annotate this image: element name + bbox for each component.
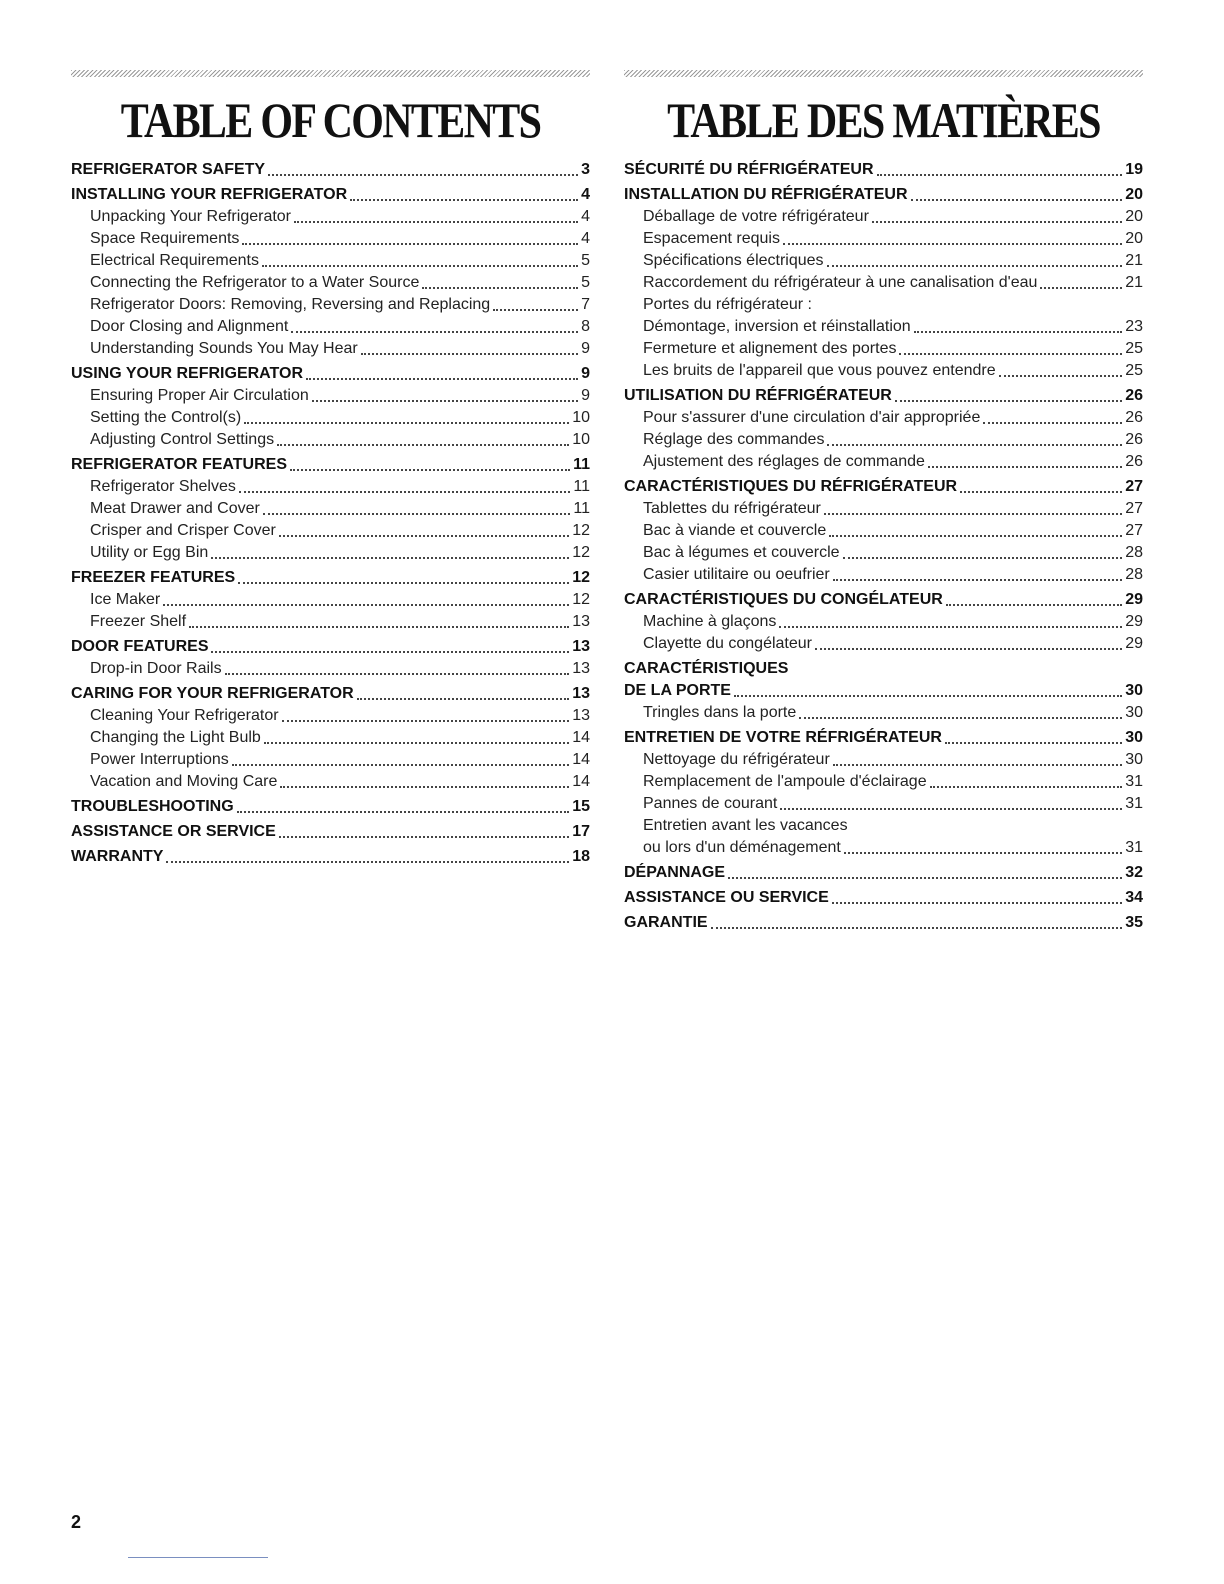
toc-entry (624, 680, 1143, 702)
dot-leader (827, 265, 1123, 267)
toc-entry-label: Electrical Requirements (90, 252, 259, 269)
dot-leader (361, 353, 578, 355)
toc-entry (624, 520, 1143, 542)
toc-entry-page: 13 (572, 638, 590, 655)
toc-entry (624, 771, 1143, 793)
dot-leader (833, 764, 1122, 766)
toc-entry-page: 29 (1125, 635, 1143, 652)
dot-leader (163, 604, 569, 606)
toc-entry (71, 316, 590, 338)
toc-entry-label: Tringles dans la porte (643, 704, 797, 721)
dot-leader (242, 243, 578, 245)
toc-entry-page: 13 (572, 660, 590, 677)
toc-entry-label: Portes du réfrigérateur : (643, 296, 812, 313)
toc-entry-label: Cleaning Your Refrigerator (90, 707, 279, 724)
toc-entry-page: 27 (1125, 500, 1143, 517)
toc-entry-label: Utility or Egg Bin (90, 544, 209, 561)
dot-leader (244, 422, 569, 424)
toc-entry-page: 31 (1125, 773, 1143, 790)
dot-leader (899, 353, 1122, 355)
dot-leader (911, 199, 1123, 201)
dot-leader (238, 582, 569, 584)
dot-leader (734, 695, 1122, 697)
toc-entry (71, 589, 590, 611)
toc-entry-page: 29 (1125, 591, 1143, 608)
toc-entry-page: 20 (1125, 230, 1143, 247)
toc-entry-label: Vacation and Moving Care (90, 773, 278, 790)
toc-entry-page: 12 (572, 522, 590, 539)
dot-leader (225, 673, 570, 675)
toc-entry-label: Tablettes du réfrigérateur (643, 500, 821, 517)
toc-entry-page: 12 (572, 569, 590, 586)
toc-entry-page: 28 (1125, 544, 1143, 561)
dot-leader (239, 491, 571, 493)
toc-entry-label: GARANTIE (624, 914, 708, 931)
toc-entry (71, 363, 590, 385)
toc-entry (624, 702, 1143, 724)
dot-leader (832, 902, 1122, 904)
toc-entry-label: DE LA PORTE (624, 682, 731, 699)
toc-entry (624, 451, 1143, 473)
dot-leader (211, 557, 569, 559)
toc-entry-label: Pour s'assurer d'une circulation d'air appropriée (643, 409, 981, 426)
toc-entry-page: 20 (1125, 186, 1143, 203)
toc-entry-label: Remplacement de l'ampoule d'éclairage (643, 773, 927, 790)
toc-entry-label: Ajustement des réglages de commande (643, 453, 925, 470)
footer-rule (128, 1557, 268, 1558)
toc-entry-page: 21 (1125, 274, 1143, 291)
dot-leader (279, 535, 569, 537)
toc-entry (624, 749, 1143, 771)
toc-entry-page: 15 (572, 798, 590, 815)
toc-entry-label: Connecting the Refrigerator to a Water Source (90, 274, 420, 291)
toc-entry-label: DOOR FEATURES (71, 638, 209, 655)
toc-entry-label: Unpacking Your Refrigerator (90, 208, 292, 225)
toc-entry (71, 228, 590, 250)
toc-entry-page: 14 (572, 751, 590, 768)
toc-entry-page: 11 (573, 478, 590, 495)
dot-leader (799, 717, 1122, 719)
toc-entry-label: Ice Maker (90, 591, 161, 608)
toc-entry (71, 454, 590, 476)
toc-entry-label: DÉPANNAGE (624, 864, 726, 881)
toc-entry-page: 26 (1125, 409, 1143, 426)
toc-entry-page: 28 (1125, 566, 1143, 583)
dot-leader (930, 786, 1123, 788)
dot-leader (294, 221, 578, 223)
dot-leader (262, 265, 578, 267)
toc-entry-label: Door Closing and Alignment (90, 318, 289, 335)
toc-entry-label: Nettoyage du réfrigérateur (643, 751, 830, 768)
toc-entry (71, 476, 590, 498)
toc-entry (624, 476, 1143, 498)
dot-leader (780, 808, 1122, 810)
toc-entry (624, 429, 1143, 451)
toc-entry-label: Pannes de courant (643, 795, 778, 812)
toc-entry-page: 14 (572, 773, 590, 790)
toc-entry-page: 11 (573, 456, 590, 473)
toc-entry (624, 498, 1143, 520)
toc-entry-label: Ensuring Proper Air Circulation (90, 387, 309, 404)
dot-leader (999, 375, 1123, 377)
toc-entry (624, 360, 1143, 382)
toc-entry-page: 5 (581, 274, 590, 291)
toc-entry-label: Espacement requis (643, 230, 780, 247)
french-toc-column (624, 70, 1143, 934)
toc-entry-page: 17 (572, 823, 590, 840)
toc-entry-page: 30 (1125, 704, 1143, 721)
dot-leader (945, 742, 1122, 744)
dot-leader (843, 557, 1123, 559)
dot-leader (280, 786, 569, 788)
toc-entry-page: 35 (1125, 914, 1143, 931)
toc-entry-label: Setting the Control(s) (90, 409, 242, 426)
toc-entry-label: Fermeture et alignement des portes (643, 340, 897, 357)
toc-entry (71, 705, 590, 727)
dot-leader (312, 400, 578, 402)
dot-leader (1040, 287, 1122, 289)
dot-leader (877, 174, 1123, 176)
dot-leader (277, 444, 569, 446)
toc-entry-page: 11 (573, 500, 590, 517)
toc-entry-page: 12 (572, 591, 590, 608)
toc-entry-label: REFRIGERATOR SAFETY (71, 161, 266, 178)
toc-entry-label: UTILISATION DU RÉFRIGÉRATEUR (624, 387, 892, 404)
toc-entry (71, 250, 590, 272)
dot-leader (960, 491, 1122, 493)
toc-entry (71, 658, 590, 680)
dot-leader (268, 174, 578, 176)
toc-entry-page: 18 (572, 848, 590, 865)
toc-entry-label: WARRANTY (71, 848, 164, 865)
toc-entry (624, 184, 1143, 206)
dot-leader (211, 651, 569, 653)
toc-entry (624, 633, 1143, 655)
toc-entry-page: 7 (581, 296, 590, 313)
dot-leader (833, 579, 1122, 581)
dot-leader (728, 877, 1122, 879)
dot-leader (422, 287, 578, 289)
toc-entry-page: 4 (581, 186, 590, 203)
dot-leader (711, 927, 1123, 929)
toc-entries-french (624, 159, 1143, 934)
toc-title-french: TABLE DES MATIÈRES (667, 92, 1100, 148)
dot-leader (263, 513, 571, 515)
dot-leader (350, 199, 578, 201)
toc-entry (624, 912, 1143, 934)
toc-entry-label: ASSISTANCE OU SERVICE (624, 889, 829, 906)
toc-entry-page: 27 (1125, 522, 1143, 539)
dot-leader (783, 243, 1122, 245)
toc-entry-label: Clayette du congélateur (643, 635, 812, 652)
toc-entry (71, 727, 590, 749)
toc-entry-label: Space Requirements (90, 230, 240, 247)
toc-entry-label: Refrigerator Shelves (90, 478, 236, 495)
dot-leader (237, 811, 570, 813)
english-toc-column (71, 70, 590, 868)
toc-entry-page: 26 (1125, 387, 1143, 404)
toc-entry (624, 407, 1143, 429)
toc-entry-label: TROUBLESHOOTING (71, 798, 234, 815)
toc-entry (71, 796, 590, 818)
toc-entry-page: 34 (1125, 889, 1143, 906)
toc-entry-label: SÉCURITÉ DU RÉFRIGÉRATEUR (624, 161, 874, 178)
toc-entry (71, 683, 590, 705)
header-rule (71, 70, 590, 77)
dot-leader (306, 378, 578, 380)
toc-entry-label: Les bruits de l'appareil que vous pouvez entendre (643, 362, 996, 379)
toc-entry-page: 32 (1125, 864, 1143, 881)
toc-entry-page: 30 (1125, 729, 1143, 746)
toc-entry (71, 771, 590, 793)
toc-entry (71, 749, 590, 771)
toc-entry (624, 228, 1143, 250)
toc-entry-page: 14 (572, 729, 590, 746)
toc-entry (624, 887, 1143, 909)
toc-entry-page: 26 (1125, 453, 1143, 470)
dot-leader (189, 626, 569, 628)
dot-leader (264, 742, 569, 744)
dot-leader (290, 469, 570, 471)
toc-entry-label: ASSISTANCE OR SERVICE (71, 823, 276, 840)
toc-entry (71, 611, 590, 633)
toc-entry (624, 542, 1143, 564)
toc-entry-label: Bac à viande et couvercle (643, 522, 827, 539)
toc-entry (624, 793, 1143, 815)
dot-leader (827, 444, 1122, 446)
toc-entry-page: 26 (1125, 431, 1143, 448)
dot-leader (983, 422, 1122, 424)
toc-entry-label: Meat Drawer and Cover (90, 500, 260, 517)
toc-entry-label: CARACTÉRISTIQUES DU RÉFRIGÉRATEUR (624, 478, 958, 495)
toc-entry (624, 385, 1143, 407)
toc-entry-page: 9 (581, 387, 590, 404)
toc-entry (624, 250, 1143, 272)
toc-entry-page: 21 (1125, 252, 1143, 269)
toc-entry-page: 23 (1125, 318, 1143, 335)
toc-entry-label: Understanding Sounds You May Hear (90, 340, 358, 357)
dot-leader (872, 221, 1122, 223)
dot-leader (282, 720, 570, 722)
dot-leader (779, 626, 1122, 628)
toc-entry-label: CARACTÉRISTIQUES DU CONGÉLATEUR (624, 591, 943, 608)
toc-entry-label: USING YOUR REFRIGERATOR (71, 365, 304, 382)
toc-entry-page: 30 (1125, 682, 1143, 699)
toc-entry (71, 184, 590, 206)
toc-entry-label: REFRIGERATOR FEATURES (71, 456, 288, 473)
toc-entry-label: Adjusting Control Settings (90, 431, 275, 448)
toc-entry-page: 30 (1125, 751, 1143, 768)
toc-entry-label: Casier utilitaire ou oeufrier (643, 566, 830, 583)
toc-entry-label: Entretien avant les vacances (643, 817, 848, 834)
toc-entry (71, 846, 590, 868)
toc-entry (71, 636, 590, 658)
toc-entry (624, 862, 1143, 884)
toc-entry-label: Raccordement du réfrigérateur à une canalisation d'eau (643, 274, 1038, 291)
toc-entry (624, 316, 1143, 338)
toc-entry-page: 10 (572, 431, 590, 448)
toc-entry-label: FREEZER FEATURES (71, 569, 236, 586)
toc-entry-label: Machine à glaçons (643, 613, 777, 630)
toc-entry-label: CARING FOR YOUR REFRIGERATOR (71, 685, 354, 702)
toc-entry (71, 429, 590, 451)
toc-entry-label: CARACTÉRISTIQUES (624, 660, 789, 677)
dot-leader (895, 400, 1122, 402)
dot-leader (291, 331, 578, 333)
toc-entry-label: INSTALLATION DU RÉFRIGÉRATEUR (624, 186, 908, 203)
toc-entry-page: 29 (1125, 613, 1143, 630)
dot-leader (166, 861, 569, 863)
toc-entry-label: Réglage des commandes (643, 431, 825, 448)
toc-entries-english (71, 159, 590, 868)
toc-entry-page: 13 (572, 685, 590, 702)
toc-entry (624, 658, 1143, 680)
toc-entry-page: 3 (581, 161, 590, 178)
toc-entry (71, 385, 590, 407)
dot-leader (357, 698, 570, 700)
toc-entry (624, 206, 1143, 228)
toc-entry-label: ENTRETIEN DE VOTRE RÉFRIGÉRATEUR (624, 729, 942, 746)
dot-leader (829, 535, 1122, 537)
toc-entry (71, 567, 590, 589)
dot-leader (946, 604, 1122, 606)
toc-entry-label: Spécifications électriques (643, 252, 824, 269)
toc-entry (71, 498, 590, 520)
toc-entry-page: 10 (572, 409, 590, 426)
toc-entry-label: Démontage, inversion et réinstallation (643, 318, 911, 335)
toc-entry-label: Power Interruptions (90, 751, 229, 768)
toc-entry (624, 338, 1143, 360)
toc-entry-page: 31 (1125, 839, 1143, 856)
toc-entry (71, 821, 590, 843)
toc-entry-page: 13 (572, 707, 590, 724)
dot-leader (824, 513, 1122, 515)
toc-entry-page: 4 (581, 230, 590, 247)
toc-entry (71, 294, 590, 316)
dot-leader (815, 648, 1122, 650)
dot-leader (232, 764, 569, 766)
toc-entry-page: 20 (1125, 208, 1143, 225)
toc-entry (624, 727, 1143, 749)
toc-entry-page: 27 (1125, 478, 1143, 495)
toc-entry (624, 564, 1143, 586)
toc-entry (624, 589, 1143, 611)
toc-entry-page: 9 (581, 365, 590, 382)
dot-leader (914, 331, 1123, 333)
toc-entry-label: Bac à légumes et couvercle (643, 544, 840, 561)
toc-entry (624, 611, 1143, 633)
dot-leader (928, 466, 1122, 468)
toc-entry (624, 159, 1143, 181)
dot-leader (844, 852, 1122, 854)
toc-entry-label: Drop-in Door Rails (90, 660, 222, 677)
toc-entry-label: Déballage de votre réfrigérateur (643, 208, 869, 225)
toc-entry-label: ou lors d'un déménagement (643, 839, 841, 856)
toc-entry-label: Freezer Shelf (90, 613, 187, 630)
toc-entry (624, 272, 1143, 294)
dot-leader (493, 309, 578, 311)
toc-entry-page: 25 (1125, 362, 1143, 379)
toc-entry (71, 272, 590, 294)
toc-entry-label: INSTALLING YOUR REFRIGERATOR (71, 186, 348, 203)
header-rule (624, 70, 1143, 77)
toc-entry-page: 4 (581, 208, 590, 225)
toc-entry-page: 13 (572, 613, 590, 630)
dot-leader (279, 836, 569, 838)
toc-entry (71, 159, 590, 181)
toc-entry (71, 542, 590, 564)
toc-entry-label: Changing the Light Bulb (90, 729, 261, 746)
toc-entry-page: 31 (1125, 795, 1143, 812)
toc-title-english: TABLE OF CONTENTS (120, 92, 541, 148)
toc-entry-page: 12 (572, 544, 590, 561)
toc-entry-page: 8 (581, 318, 590, 335)
toc-entry (624, 815, 1143, 837)
toc-entry-page: 5 (581, 252, 590, 269)
toc-entry-label: Crisper and Crisper Cover (90, 522, 276, 539)
toc-entry-page: 19 (1125, 161, 1143, 178)
toc-entry (71, 520, 590, 542)
toc-entry (624, 294, 1143, 316)
page-number: 2 (71, 1512, 82, 1532)
toc-entry-label: Refrigerator Doors: Removing, Reversing and Replacing (90, 296, 491, 313)
toc-entry (624, 837, 1143, 859)
toc-entry (71, 407, 590, 429)
toc-entry (71, 338, 590, 360)
toc-entry (71, 206, 590, 228)
toc-entry-page: 25 (1125, 340, 1143, 357)
toc-entry-page: 9 (581, 340, 590, 357)
